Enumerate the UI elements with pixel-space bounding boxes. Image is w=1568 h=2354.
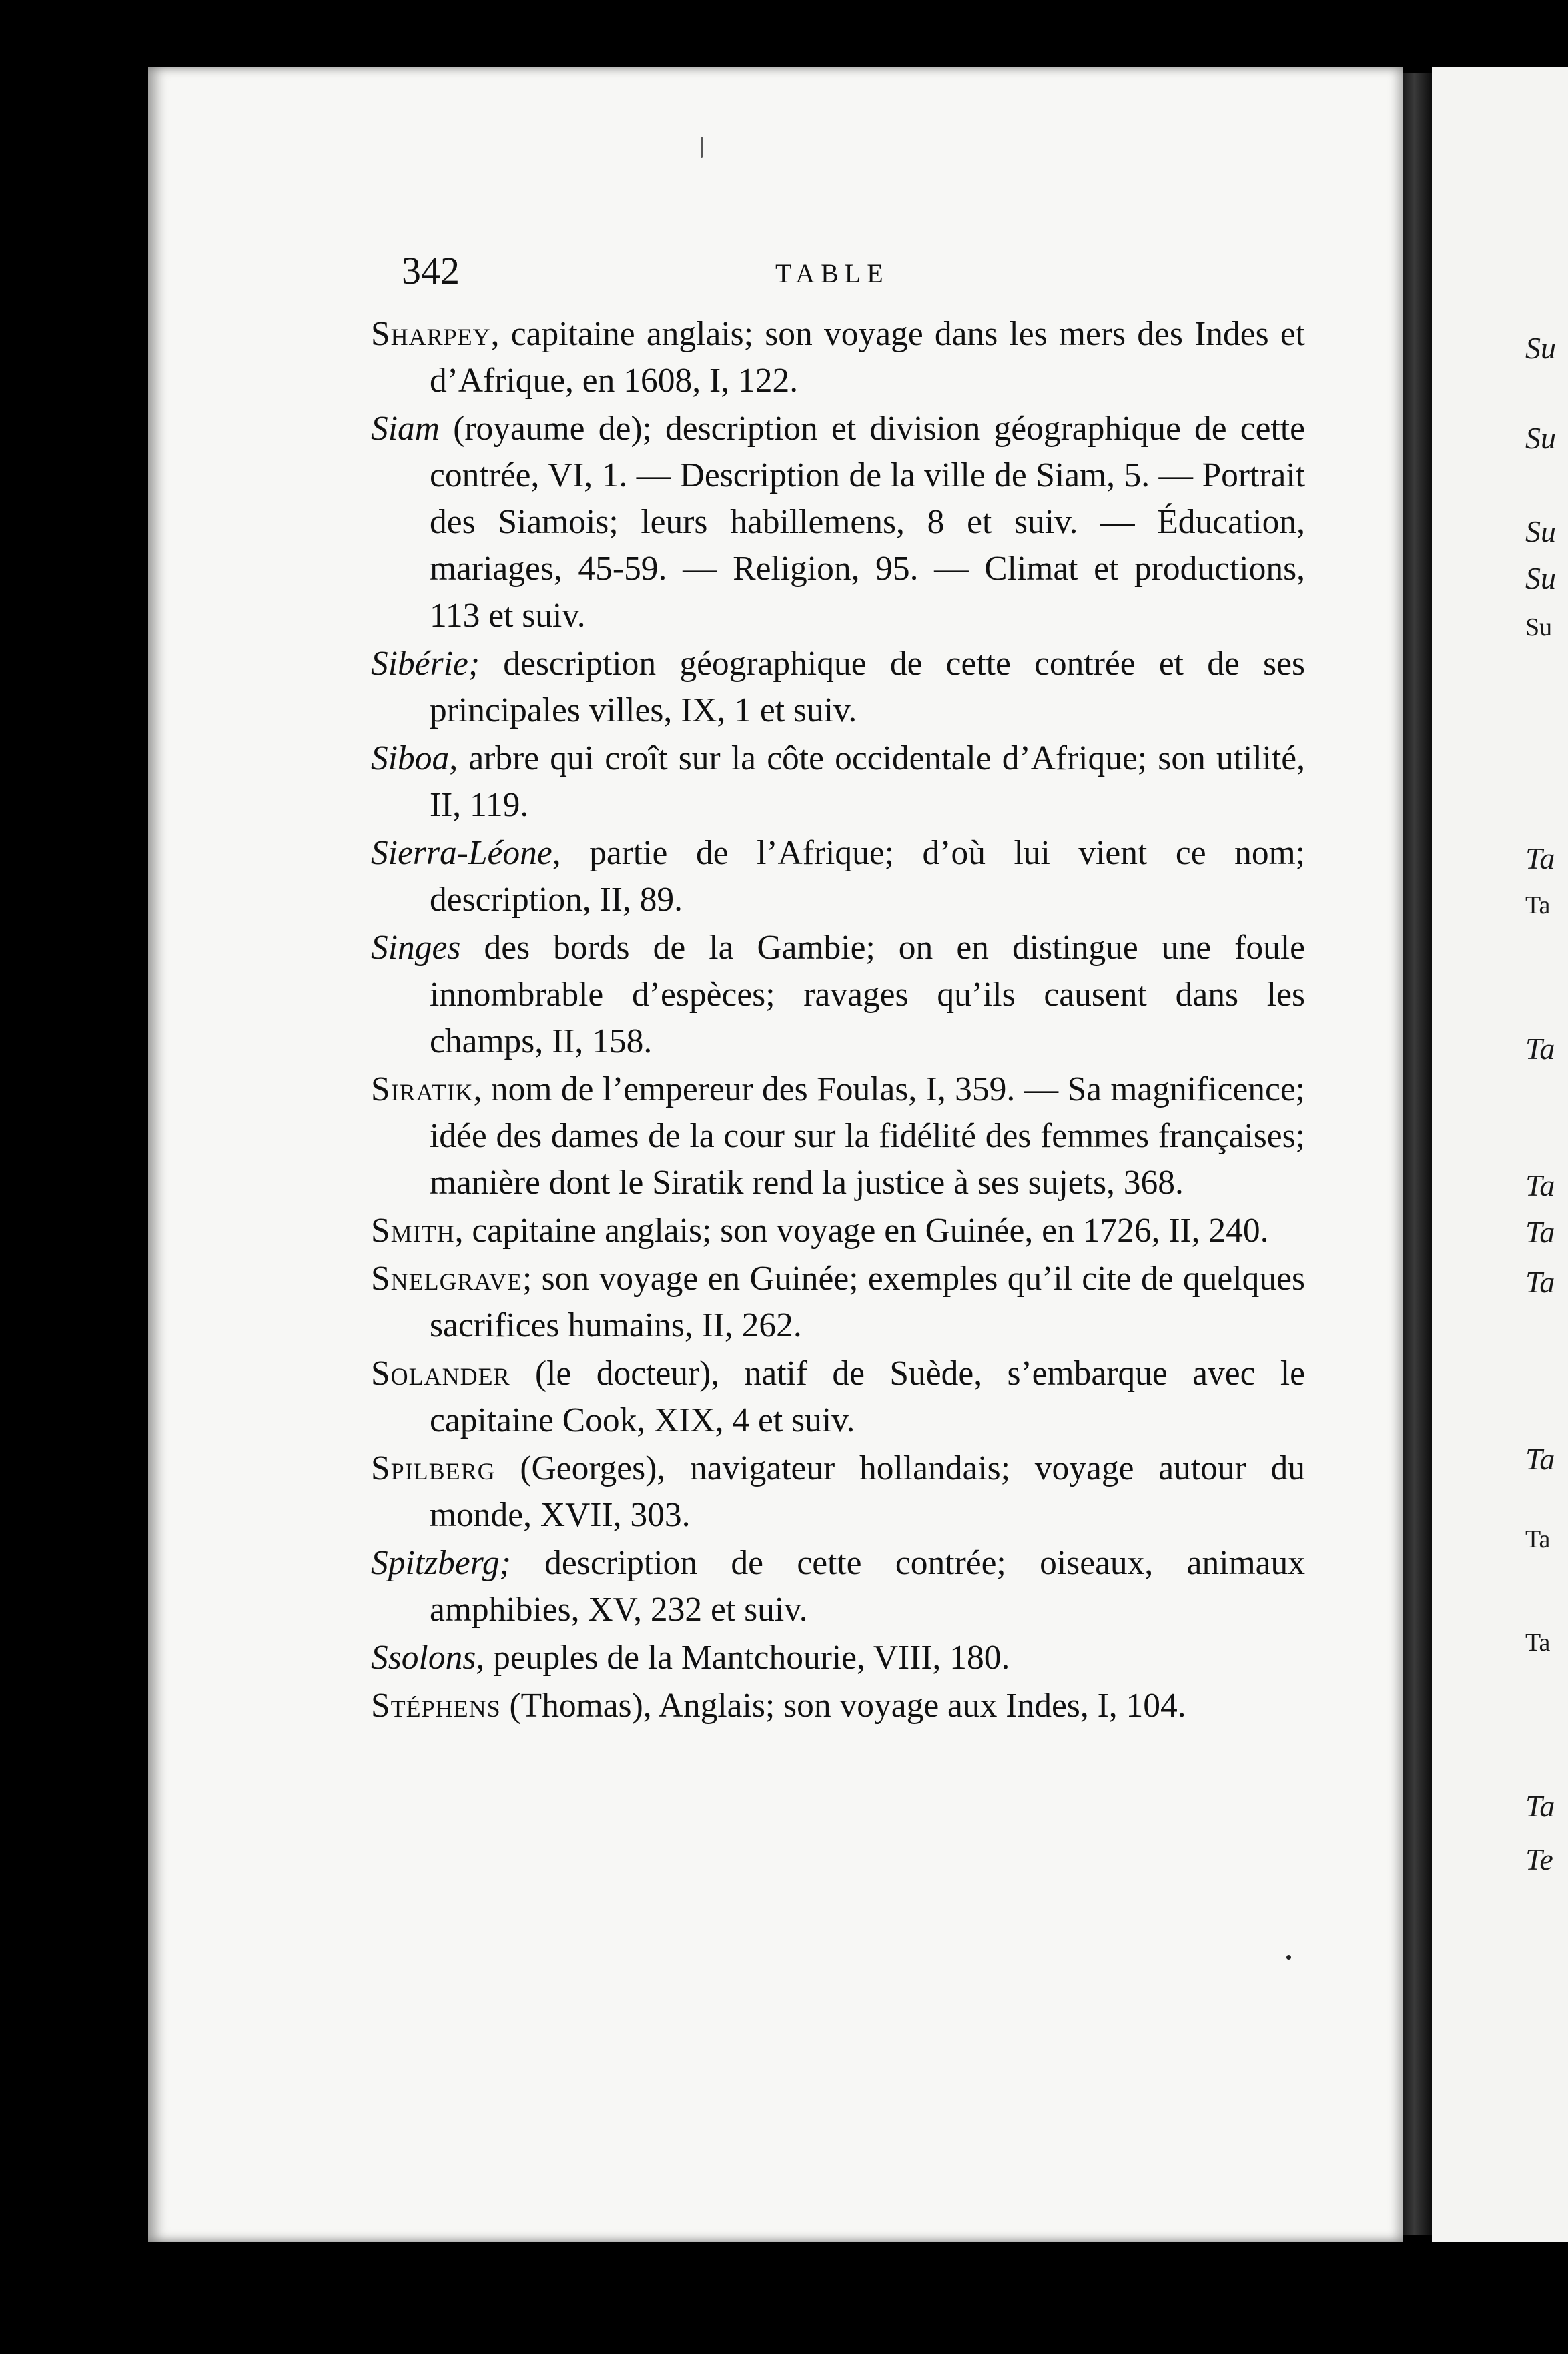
entry-headword: Sharpey bbox=[371, 315, 491, 353]
entry-text: , arbre qui croît sur la côte occidentale d’Afrique; son utilité, II, 119. bbox=[430, 739, 1305, 824]
facing-fragment: Su bbox=[1525, 561, 1556, 595]
facing-fragment: Ta bbox=[1525, 841, 1555, 875]
index-entry bbox=[371, 1683, 1305, 1729]
index-entries bbox=[371, 311, 1305, 1731]
facing-fragment: Su bbox=[1525, 331, 1556, 365]
running-head: TABLE bbox=[775, 258, 889, 288]
index-entry bbox=[371, 1445, 1305, 1539]
index-entry bbox=[371, 1635, 1305, 1681]
entry-headword: Spitzberg; bbox=[371, 1544, 511, 1582]
entry-text: (le docteur), natif de Suède, s’embarque avec le capitaine Cook, XIX, 4 et suiv. bbox=[430, 1354, 1305, 1439]
facing-fragment: Ta bbox=[1525, 1032, 1555, 1066]
index-entry bbox=[371, 1208, 1305, 1254]
entry-text: description géographique de cette contrée et de ses principales villes, IX, 1 et suiv. bbox=[430, 645, 1305, 729]
print-speck bbox=[1286, 1955, 1291, 1960]
print-speck bbox=[701, 137, 703, 158]
facing-fragment: Su bbox=[1525, 421, 1556, 455]
entry-headword: Siboa bbox=[371, 739, 450, 777]
entry-text: (Thomas), Anglais; son voyage aux Indes, I, 104. bbox=[500, 1687, 1186, 1725]
facing-fragment: Ta bbox=[1525, 1168, 1555, 1202]
index-entry bbox=[371, 1066, 1305, 1206]
facing-fragment: Ta bbox=[1525, 1215, 1555, 1249]
entry-text: (royaume de); description et division géographique de cette contrée, VI, 1. — Description de la ville de Siam, 5. — Portrait des Siamois; leurs habillemens, 8 et suiv. — Éducation, mariages, 45-59. — Religion, 95. — Climat et productions, 113 et suiv. bbox=[430, 410, 1305, 635]
entry-headword: Siam bbox=[371, 410, 440, 448]
entry-headword: Stéphens bbox=[371, 1687, 501, 1725]
facing-fragment: Su bbox=[1525, 514, 1556, 548]
entry-headword: Ssolons, bbox=[371, 1639, 485, 1677]
index-entry bbox=[371, 1350, 1305, 1444]
entry-headword: Spilberg bbox=[371, 1449, 496, 1487]
entry-text: , capitaine anglais; son voyage dans les mers des Indes et d’Afrique, en 1608, I, 122. bbox=[430, 315, 1305, 400]
index-entry bbox=[371, 1256, 1305, 1349]
entry-text: des bords de la Gambie; on en distingue une foule innombrable d’espèces; ravages qu’ils causent dans les champs, II, 158. bbox=[430, 929, 1305, 1060]
entry-headword: Siratik bbox=[371, 1070, 474, 1108]
index-entry bbox=[371, 406, 1305, 639]
page-header bbox=[402, 248, 1309, 295]
facing-fragment: Te bbox=[1525, 1842, 1553, 1876]
facing-fragment: Ta bbox=[1525, 891, 1551, 919]
entry-headword: Sierra-Léone bbox=[371, 834, 552, 872]
page-number: 342 bbox=[402, 249, 460, 292]
entry-text: description de cette contrée; oiseaux, animaux amphibies, XV, 232 et suiv. bbox=[430, 1544, 1305, 1629]
entry-headword: Solander bbox=[371, 1354, 510, 1393]
index-entry bbox=[371, 1540, 1305, 1633]
index-entry bbox=[371, 641, 1305, 734]
index-entry bbox=[371, 830, 1305, 923]
index-entry bbox=[371, 735, 1305, 829]
entry-headword: Smith bbox=[371, 1212, 455, 1250]
facing-fragment: Ta bbox=[1525, 1442, 1555, 1476]
entry-text: peuples de la Mantchourie, VIII, 180. bbox=[484, 1639, 1010, 1677]
entry-headword: Sibérie; bbox=[371, 645, 480, 683]
entry-text: , capitaine anglais; son voyage en Guinée, en 1726, II, 240. bbox=[454, 1212, 1269, 1250]
entry-text: ; son voyage en Guinée; exemples qu’il cite de quelques sacrifices humains, II, 262. bbox=[430, 1260, 1305, 1344]
scan-background bbox=[0, 0, 147, 2354]
facing-fragment: Su bbox=[1525, 613, 1553, 641]
entry-headword: Snelgrave bbox=[371, 1260, 522, 1298]
entry-text: , nom de l’empereur des Foulas, I, 359. — Sa magnificence; idée des dames de la cour sur la fidélité des femmes françaises; manière dont le Siratik rend la justice à ses sujets, 368. bbox=[430, 1070, 1305, 1202]
entry-text: (Georges), navigateur hollandais; voyage autour du monde, XVII, 303. bbox=[430, 1449, 1305, 1534]
book-gutter bbox=[1403, 73, 1432, 2235]
facing-page-edge bbox=[1432, 67, 1568, 2242]
facing-fragment: Ta bbox=[1525, 1629, 1551, 1657]
index-entry bbox=[371, 311, 1305, 404]
facing-fragment: Ta bbox=[1525, 1789, 1555, 1823]
facing-fragment: Ta bbox=[1525, 1525, 1551, 1553]
entry-text: , partie de l’Afrique; d’où lui vient ce nom; description, II, 89. bbox=[430, 834, 1305, 919]
index-entry bbox=[371, 925, 1305, 1065]
entry-headword: Singes bbox=[371, 929, 461, 967]
facing-fragment: Ta bbox=[1525, 1265, 1555, 1299]
